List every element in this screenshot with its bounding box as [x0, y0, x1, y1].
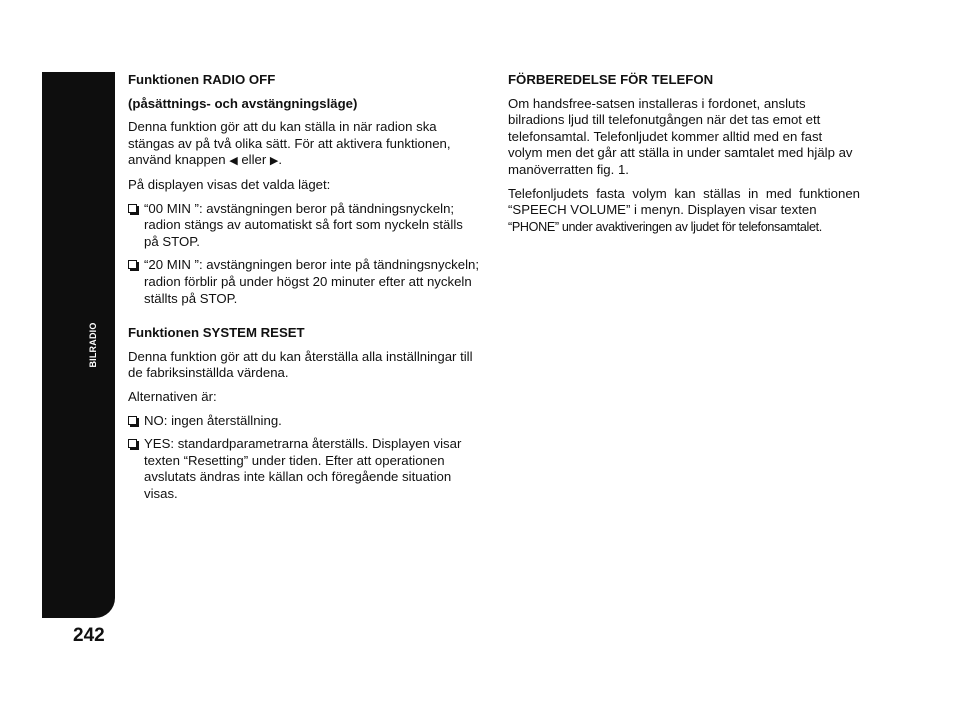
phone-paragraph-2: Telefonljudets fasta volym kan ställas in med funktionen “SPEECH VOLUME” i menyn. Displayen visar texten: [508, 185, 860, 218]
radio-off-subheading: (påsättnings- och avstängningsläge): [128, 95, 358, 111]
heading-keyword: RADIO OFF: [202, 72, 276, 87]
section-label: BILRADIO: [88, 322, 98, 368]
list-item-text: “00 MIN ”: avstängningen beror på tändningsnyckeln; radion stängs av automatiskt så fort som nyckeln ställs på STOP.: [144, 200, 463, 249]
phone-paragraph-2-tail: “PHONE” under avaktiveringen av ljudet för telefonsamtalet.: [508, 219, 822, 234]
page-number: 242: [73, 625, 105, 646]
list-item: [128, 257, 480, 307]
right-column: [508, 72, 860, 242]
intro-mid-text: eller: [237, 152, 270, 168]
phone-heading: FÖRBEREDELSE FÖR TELEFON: [508, 72, 714, 87]
heading-prefix: Funktionen: [128, 325, 203, 341]
list-item-text: NO: ingen återställning.: [144, 412, 282, 428]
intro-text: Denna funktion gör att du kan ställa in när radion ska stängas av på två olika sätt. För att aktivera funktionen, använd knappen: [128, 119, 451, 168]
left-arrow-icon: ◀: [229, 155, 238, 168]
side-tab: [42, 72, 115, 618]
list-item-text: YES: standardparametrarna återställs. Displayen visar texten “Resetting” under tiden. Efter att operationen avslutats ändras inte källan och föregående situation visas.: [144, 436, 462, 501]
radio-off-heading: [128, 72, 480, 89]
phone-paragraph-1: Om handsfree-satsen installeras i fordonet, ansluts bilradions ljud till telefonutgången när det tas emot ett telefonsamtal. Telefonljudet kommer alltid med en fast volym men det går att ställa in under samtalet med hjälp av manöverratten fig. 1.: [508, 95, 853, 177]
list-item-text: “20 MIN ”: avstängningen beror inte på tändningsnyckeln; radion förblir på under högst 20 minuter efter att nyckeln ställts på STOP.: [144, 257, 480, 306]
right-arrow-icon: ▶: [269, 155, 279, 168]
system-reset-options-label: Alternativen är:: [128, 388, 217, 404]
checkbox-bullet-icon: [128, 439, 137, 448]
radio-off-display-text: På displayen visas det valda läget:: [128, 176, 331, 192]
intro-end-text: .: [278, 152, 283, 168]
heading-prefix: Funktionen: [128, 72, 203, 87]
system-reset-intro: Denna funktion gör att du kan återställa alla inställningar till de fabriksinställda värdena.: [128, 348, 473, 381]
list-item: [128, 436, 480, 502]
system-reset-heading: [128, 325, 480, 342]
checkbox-bullet-icon: [128, 416, 137, 425]
radio-off-intro: [128, 119, 480, 170]
list-item: [128, 413, 480, 430]
left-column: [128, 72, 480, 509]
checkbox-bullet-icon: [128, 204, 137, 213]
checkbox-bullet-icon: [128, 260, 137, 269]
heading-keyword: SYSTEM RESET: [202, 325, 305, 341]
list-item: [128, 201, 480, 251]
